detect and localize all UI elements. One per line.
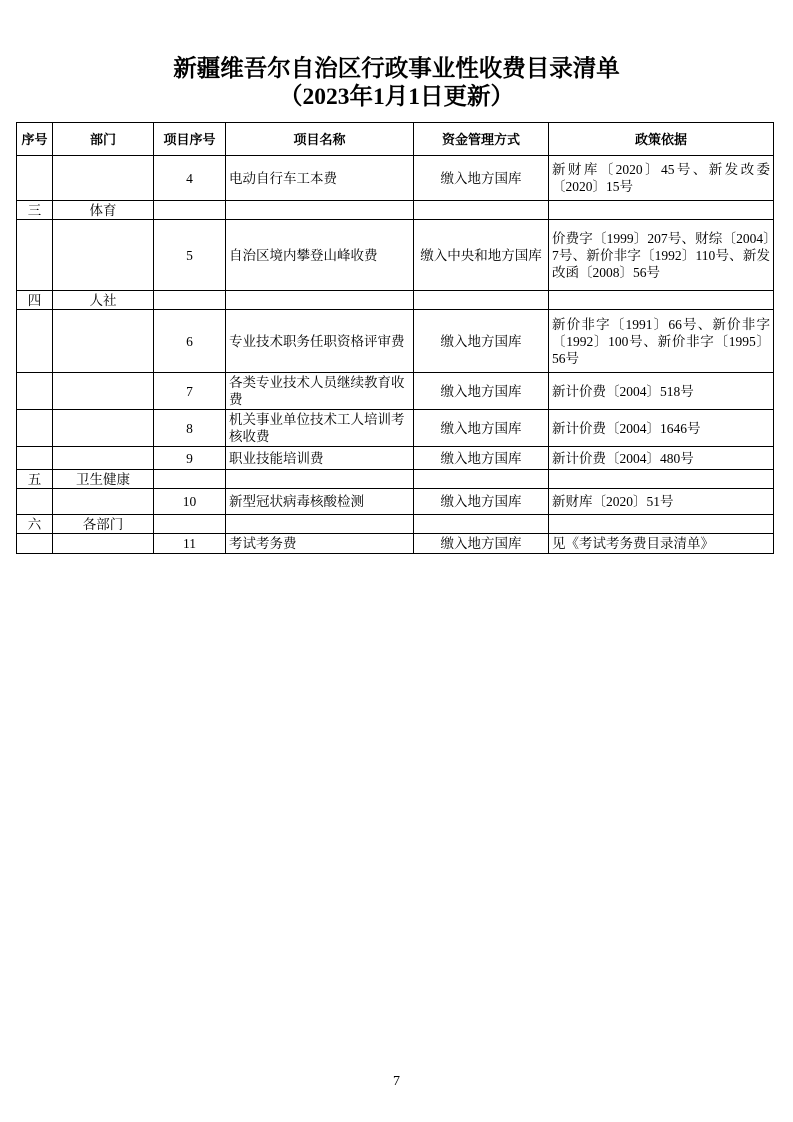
cell-seq: 五 <box>17 470 53 489</box>
cell-seq: 六 <box>17 515 53 534</box>
cell-policy-basis <box>549 515 774 534</box>
cell-seq <box>17 310 53 373</box>
cell-fund-management <box>414 470 549 489</box>
cell-fund-management <box>414 291 549 310</box>
cell-policy-basis <box>549 291 774 310</box>
cell-policy-basis: 新计价费〔2004〕518号 <box>549 373 774 410</box>
header-dept: 部门 <box>53 123 154 156</box>
cell-item-no: 9 <box>154 447 226 470</box>
section-row <box>17 291 774 310</box>
cell-dept <box>53 489 154 515</box>
cell-item-no <box>154 201 226 220</box>
cell-dept: 体育 <box>53 201 154 220</box>
table-row <box>17 373 774 410</box>
cell-policy-basis: 新财库〔2020〕51号 <box>549 489 774 515</box>
cell-item-no <box>154 470 226 489</box>
cell-item-no: 8 <box>154 410 226 447</box>
cell-seq <box>17 410 53 447</box>
cell-fund-management: 缴入地方国库 <box>414 410 549 447</box>
cell-seq <box>17 489 53 515</box>
cell-seq <box>17 220 53 291</box>
cell-dept <box>53 534 154 554</box>
header-fund-management: 资金管理方式 <box>414 123 549 156</box>
cell-fund-management: 缴入地方国库 <box>414 489 549 515</box>
cell-fund-management <box>414 201 549 220</box>
cell-item-name: 专业技术职务任职资格评审费 <box>226 310 414 373</box>
section-row <box>17 515 774 534</box>
cell-item-name: 考试考务费 <box>226 534 414 554</box>
header-item-no: 项目序号 <box>154 123 226 156</box>
cell-dept <box>53 220 154 291</box>
cell-seq <box>17 534 53 554</box>
cell-item-name: 电动自行车工本费 <box>226 156 414 201</box>
cell-item-no: 11 <box>154 534 226 554</box>
cell-seq: 三 <box>17 201 53 220</box>
cell-policy-basis <box>549 470 774 489</box>
document-title-block <box>0 55 793 111</box>
cell-item-name <box>226 201 414 220</box>
cell-policy-basis: 新计价费〔2004〕1646号 <box>549 410 774 447</box>
cell-fund-management <box>414 515 549 534</box>
table-row <box>17 489 774 515</box>
cell-dept <box>53 373 154 410</box>
table-row <box>17 310 774 373</box>
cell-dept: 各部门 <box>53 515 154 534</box>
cell-fund-management: 缴入地方国库 <box>414 156 549 201</box>
cell-item-no: 4 <box>154 156 226 201</box>
cell-policy-basis <box>549 201 774 220</box>
cell-item-no <box>154 515 226 534</box>
table-row <box>17 220 774 291</box>
document-title: 新疆维吾尔自治区行政事业性收费目录清单 <box>173 56 620 82</box>
cell-dept <box>53 410 154 447</box>
table-row <box>17 447 774 470</box>
cell-fund-management: 缴入地方国库 <box>414 534 549 554</box>
cell-item-name <box>226 291 414 310</box>
cell-item-name: 职业技能培训费 <box>226 447 414 470</box>
cell-seq <box>17 447 53 470</box>
cell-fund-management: 缴入地方国库 <box>414 310 549 373</box>
cell-policy-basis: 新价非字〔1991〕66号、新价非字〔1992〕100号、新价非字〔1995〕56号 <box>549 310 774 373</box>
cell-item-no <box>154 291 226 310</box>
section-row <box>17 201 774 220</box>
cell-item-name <box>226 515 414 534</box>
cell-seq <box>17 373 53 410</box>
cell-policy-basis: 新财库〔2020〕45号、新发改委〔2020〕15号 <box>549 156 774 201</box>
cell-policy-basis: 价费字〔1999〕207号、财综〔2004〕7号、新价非字〔1992〕110号、新发改函〔2008〕56号 <box>549 220 774 291</box>
cell-item-no: 5 <box>154 220 226 291</box>
header-item-name: 项目名称 <box>226 123 414 156</box>
cell-dept <box>53 447 154 470</box>
table-row <box>17 410 774 447</box>
cell-dept: 人社 <box>53 291 154 310</box>
cell-fund-management: 缴入地方国库 <box>414 373 549 410</box>
cell-seq: 四 <box>17 291 53 310</box>
table-header-row <box>17 123 774 156</box>
page-number: 7 <box>393 1074 400 1089</box>
cell-item-name <box>226 470 414 489</box>
cell-policy-basis: 见《考试考务费目录清单》 <box>549 534 774 554</box>
cell-item-no: 6 <box>154 310 226 373</box>
cell-item-name: 各类专业技术人员继续教育收费 <box>226 373 414 410</box>
cell-fund-management: 缴入地方国库 <box>414 447 549 470</box>
fee-catalog-table <box>16 122 774 554</box>
table-row <box>17 156 774 201</box>
cell-dept <box>53 310 154 373</box>
cell-seq <box>17 156 53 201</box>
cell-dept: 卫生健康 <box>53 470 154 489</box>
cell-dept <box>53 156 154 201</box>
cell-item-name: 自治区境内攀登山峰收费 <box>226 220 414 291</box>
cell-item-no: 10 <box>154 489 226 515</box>
cell-item-name: 机关事业单位技术工人培训考核收费 <box>226 410 414 447</box>
cell-item-name: 新型冠状病毒核酸检测 <box>226 489 414 515</box>
table-row <box>17 534 774 554</box>
cell-fund-management: 缴入中央和地方国库 <box>414 220 549 291</box>
header-seq: 序号 <box>17 123 53 156</box>
cell-policy-basis: 新计价费〔2004〕480号 <box>549 447 774 470</box>
section-row <box>17 470 774 489</box>
cell-item-no: 7 <box>154 373 226 410</box>
document-subtitle: （2023年1月1日更新） <box>279 84 514 110</box>
header-policy-basis: 政策依据 <box>549 123 774 156</box>
